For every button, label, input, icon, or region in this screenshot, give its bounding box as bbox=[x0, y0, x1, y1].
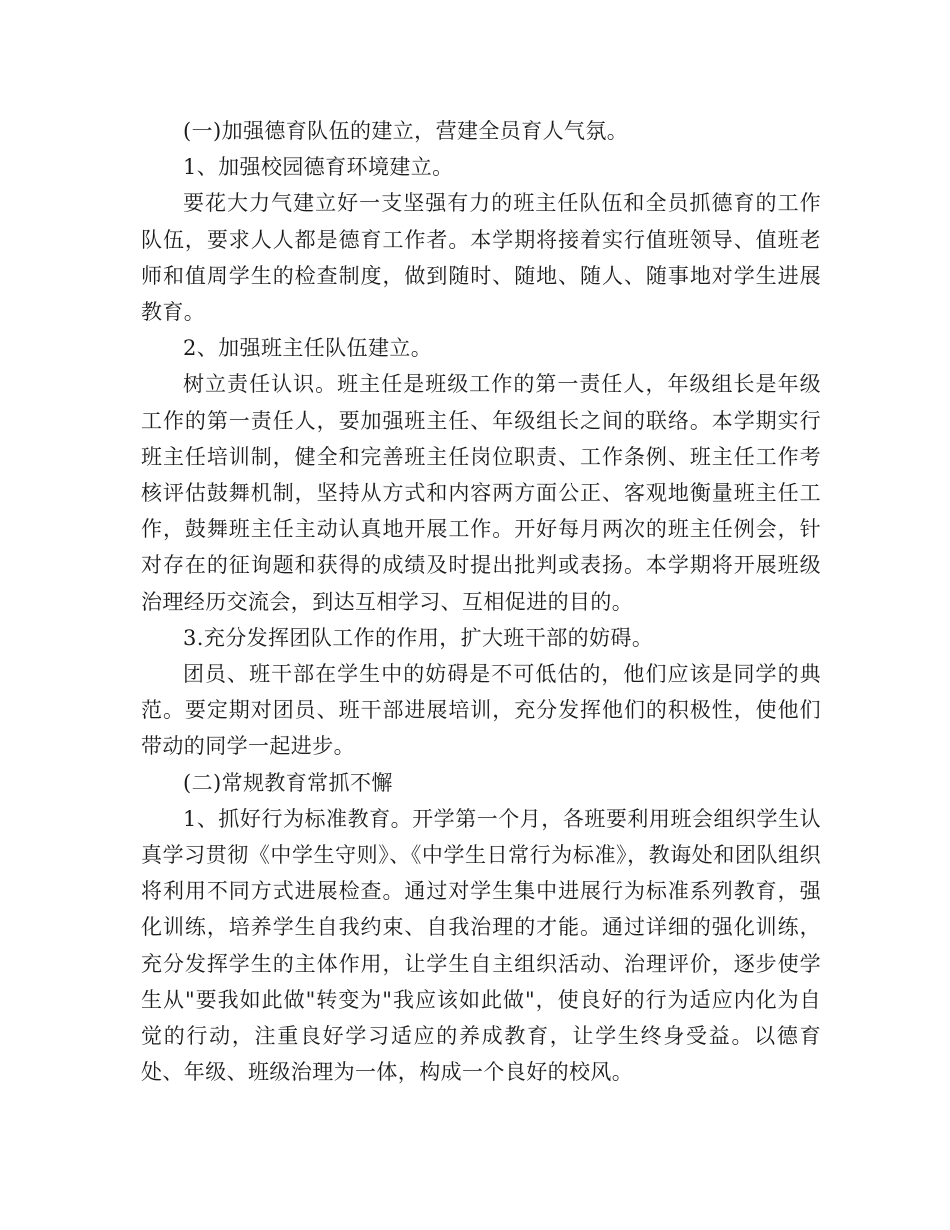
section-heading-2: (二)常规教育常抓不懈 bbox=[183, 770, 393, 795]
subheading-1-2: 2、加强班主任队伍建立。 bbox=[183, 336, 433, 361]
body-paragraph: 团员、班干部在学生中的妨碍是不可低估的，他们应该是同学的典范。要定期对团员、班干部进展培训，充分发挥他们的积极性，使他们带动的同学一起进步。 bbox=[141, 662, 821, 759]
subheading-1-3: 3.充分发挥团队工作的作用，扩大班干部的妨碍。 bbox=[183, 625, 654, 650]
body-paragraph: 树立责任认识。班主任是班级工作的第一责任人，年级组长是年级工作的第一责任人，要加强班主任、年级组长之间的联络。本学期实行班主任培训制，健全和完善班主任岗位职责、工作条例、班主任工作考核评估鼓舞机制，坚持从方式和内容两方面公正、客观地衡量班主任工作，鼓舞班主任主动认真地开展工作。开好每月两次的班主任例会，针对存在的征询题和获得的成绩及时提出批判或表扬。本学期将开展班级治理经历交流会，到达互相学习、互相促进的目的。 bbox=[141, 372, 821, 614]
section-heading-1: (一)加强德育队伍的建立，营建全员育人气氛。 bbox=[183, 119, 629, 143]
subheading-1-1: 1、加强校园德育环境建立。 bbox=[183, 155, 454, 180]
body-paragraph: 1、抓好行为标准教育。开学第一个月，各班要利用班会组织学生认真学习贯彻《中学生守则》、《中学生日常行为标准》，教诲处和团队组织将利用不同方式进展检查。通过对学生集中进展行为标准系列教育，强化训练，培养学生自我约束、自我治理的才能。通过详细的强化训练，充分发挥学生的主体作用，让学生自主组织活动、治理评价，逐步使学生从"要我如此做"转变为"我应该如此做"，使良好的行为适应内化为自觉的行动，注重良好学习适应的养成教育，让学生终身受益。以德育处、年级、班级治理为一体，构成一个良好的校风。 bbox=[141, 806, 821, 1085]
document-body bbox=[141, 113, 821, 1090]
body-paragraph: 要花大力气建立好一支坚强有力的班主任队伍和全员抓德育的工作队伍，要求人人都是德育工作者。本学期将接着实行值班领导、值班老师和值周学生的检查制度，做到随时、随地、随人、随事地对学生进展教育。 bbox=[141, 191, 821, 325]
